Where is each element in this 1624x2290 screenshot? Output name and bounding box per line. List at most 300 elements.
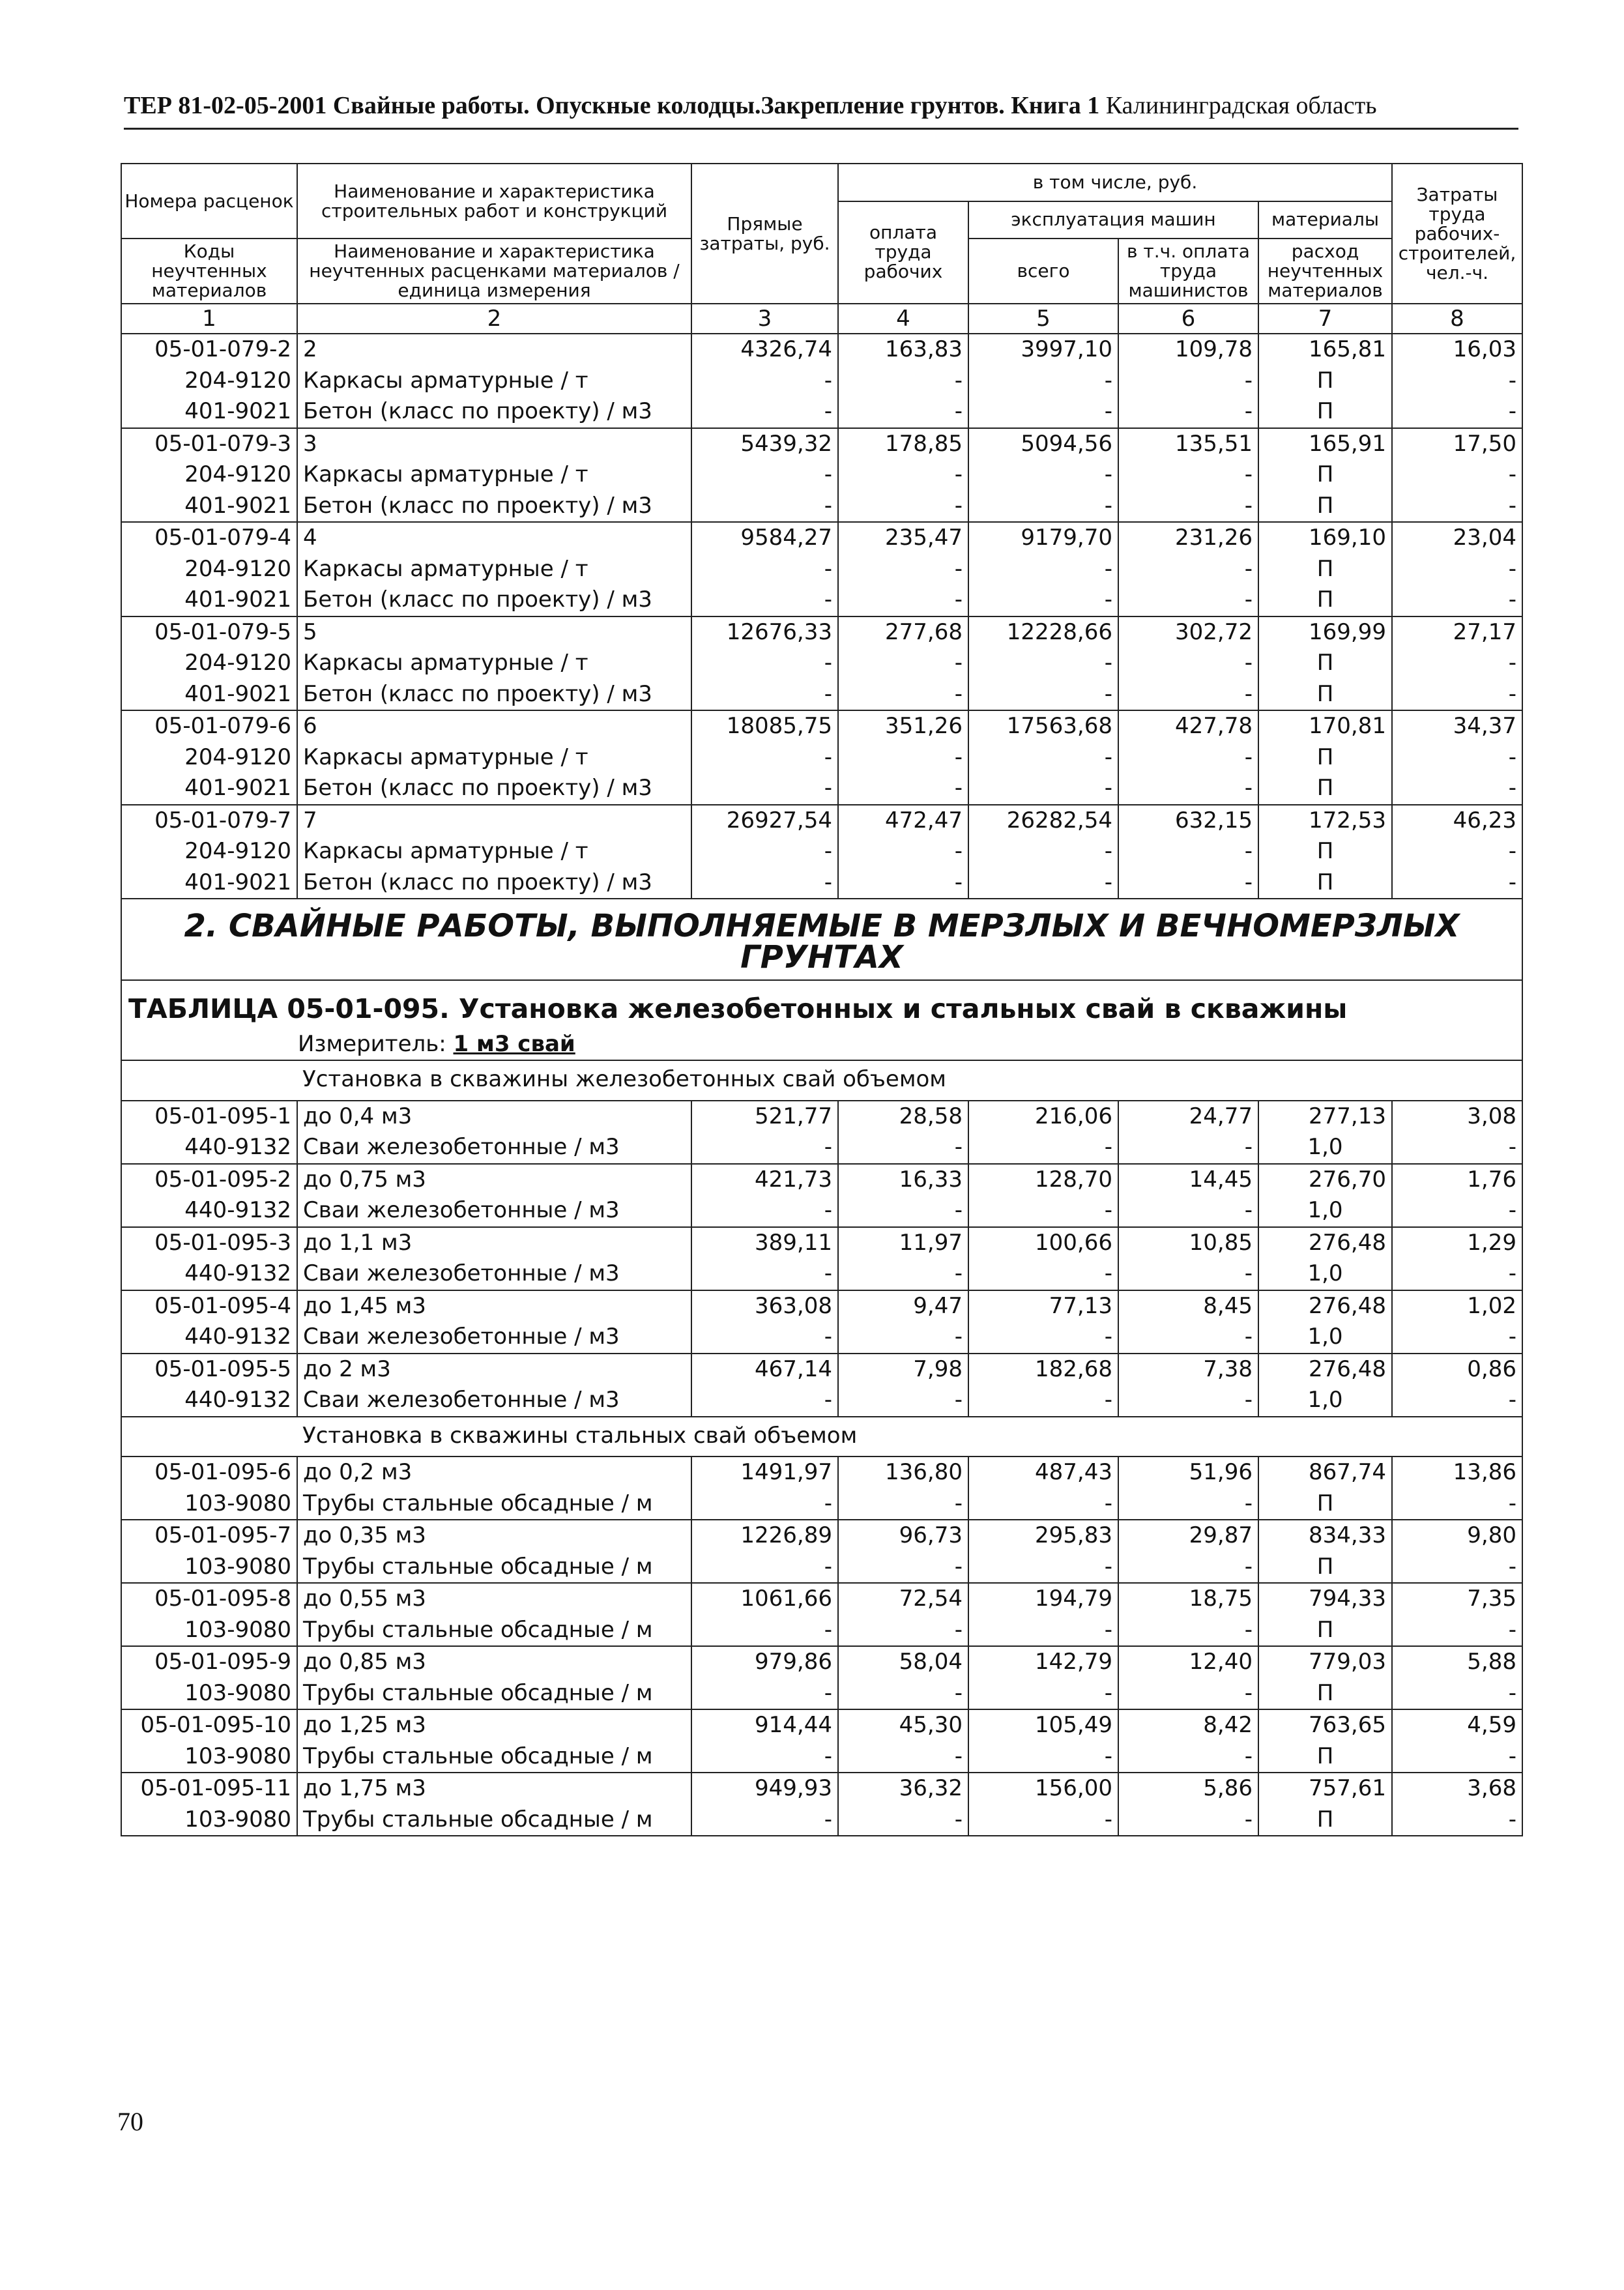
machines-total: 5094,56 <box>968 428 1118 460</box>
rate-code: 05-01-079-3 <box>121 428 297 460</box>
direct-costs: - <box>691 1258 838 1290</box>
worker-pay: 9,47 <box>838 1290 968 1322</box>
operator-pay: - <box>1118 459 1258 491</box>
rate-code: 204-9120 <box>121 742 297 774</box>
work-name: до 0,35 м3 <box>297 1520 691 1552</box>
work-name: Трубы стальные обсадные / м <box>297 1804 691 1836</box>
work-name: Бетон (класс по проекту) / м3 <box>297 491 691 523</box>
machines-total: - <box>968 1195 1118 1227</box>
rate-row <box>121 710 1522 742</box>
materials: П <box>1258 1552 1392 1584</box>
operator-pay: 302,72 <box>1118 616 1258 648</box>
rate-row <box>121 1773 1522 1804</box>
labor-costs: - <box>1392 1804 1522 1836</box>
operator-pay: - <box>1118 1678 1258 1710</box>
rate-row <box>121 1101 1522 1133</box>
materials: П <box>1258 396 1392 428</box>
direct-costs: - <box>691 1552 838 1584</box>
operator-pay: 427,78 <box>1118 710 1258 742</box>
worker-pay: 36,32 <box>838 1773 968 1804</box>
material-row <box>121 679 1522 711</box>
rates-table <box>121 163 1523 1836</box>
machines-total: - <box>968 554 1118 585</box>
material-row <box>121 867 1522 899</box>
rate-code: 401-9021 <box>121 867 297 899</box>
rate-code: 401-9021 <box>121 585 297 616</box>
materials: П <box>1258 836 1392 867</box>
material-row <box>121 585 1522 616</box>
column-number: 1 <box>121 304 297 334</box>
materials: 779,03 <box>1258 1646 1392 1678</box>
column-number-row <box>121 304 1522 334</box>
direct-costs: - <box>691 1678 838 1710</box>
subhead-text: Установка в скважины стальных свай объемом <box>297 1417 1522 1457</box>
worker-pay: - <box>838 1258 968 1290</box>
machines-total: - <box>968 1615 1118 1647</box>
labor-costs: 3,68 <box>1392 1773 1522 1804</box>
materials: 276,70 <box>1258 1164 1392 1196</box>
work-name: 3 <box>297 428 691 460</box>
machines-total: 12228,66 <box>968 616 1118 648</box>
materials: 172,53 <box>1258 805 1392 837</box>
machines-total: 100,66 <box>968 1227 1118 1259</box>
work-name: Каркасы арматурные / т <box>297 366 691 397</box>
worker-pay: - <box>838 836 968 867</box>
machines-total: 26282,54 <box>968 805 1118 837</box>
materials: 165,91 <box>1258 428 1392 460</box>
operator-pay: - <box>1118 585 1258 616</box>
machines-total: 105,49 <box>968 1709 1118 1741</box>
work-name: Сваи железобетонные / м3 <box>297 1385 691 1417</box>
worker-pay: - <box>838 1678 968 1710</box>
worker-pay: 163,83 <box>838 334 968 366</box>
measure-label: Измеритель: <box>298 1030 446 1057</box>
column-number: 4 <box>838 304 968 334</box>
direct-costs: 9584,27 <box>691 522 838 554</box>
materials: 1,0 <box>1258 1132 1392 1164</box>
materials: П <box>1258 1741 1392 1773</box>
direct-costs: 5439,32 <box>691 428 838 460</box>
rate-code: 204-9120 <box>121 648 297 679</box>
machines-total: 17563,68 <box>968 710 1118 742</box>
material-row <box>121 1615 1522 1647</box>
work-name: Сваи железобетонные / м3 <box>297 1258 691 1290</box>
labor-costs: - <box>1392 648 1522 679</box>
materials: 165,81 <box>1258 334 1392 366</box>
worker-pay: - <box>838 396 968 428</box>
worker-pay: - <box>838 491 968 523</box>
rate-code: 103-9080 <box>121 1741 297 1773</box>
machines-total: 9179,70 <box>968 522 1118 554</box>
direct-costs: 1226,89 <box>691 1520 838 1552</box>
rate-code: 05-01-095-1 <box>121 1101 297 1133</box>
operator-pay: - <box>1118 396 1258 428</box>
work-name: Сваи железобетонные / м3 <box>297 1322 691 1354</box>
operator-pay: 109,78 <box>1118 334 1258 366</box>
rate-code: 103-9080 <box>121 1678 297 1710</box>
labor-costs: 1,29 <box>1392 1227 1522 1259</box>
measure-row <box>121 1029 1522 1061</box>
operator-pay: - <box>1118 1552 1258 1584</box>
rate-code: 05-01-079-5 <box>121 616 297 648</box>
rate-code: 401-9021 <box>121 491 297 523</box>
direct-costs: - <box>691 491 838 523</box>
operator-pay: 12,40 <box>1118 1646 1258 1678</box>
materials: 170,81 <box>1258 710 1392 742</box>
rate-row <box>121 428 1522 460</box>
work-name: Трубы стальные обсадные / м <box>297 1678 691 1710</box>
operator-pay: 632,15 <box>1118 805 1258 837</box>
operator-pay: - <box>1118 1615 1258 1647</box>
labor-costs: - <box>1392 1322 1522 1354</box>
labor-costs: - <box>1392 459 1522 491</box>
rate-code: 103-9080 <box>121 1804 297 1836</box>
worker-pay: 178,85 <box>838 428 968 460</box>
head-row-1 <box>121 164 1522 201</box>
rate-code: 05-01-095-5 <box>121 1354 297 1385</box>
rate-row <box>121 1227 1522 1259</box>
material-row <box>121 1741 1522 1773</box>
direct-costs: - <box>691 1322 838 1354</box>
work-name: 7 <box>297 805 691 837</box>
direct-costs: - <box>691 366 838 397</box>
worker-pay: - <box>838 1195 968 1227</box>
page-number: 70 <box>117 2107 143 2136</box>
work-name: до 1,25 м3 <box>297 1709 691 1741</box>
head-machines: эксплуатация машин <box>968 201 1258 239</box>
header-region: Калининградская область <box>1105 92 1377 119</box>
materials: 794,33 <box>1258 1583 1392 1615</box>
materials: П <box>1258 1615 1392 1647</box>
labor-costs: - <box>1392 836 1522 867</box>
head-machines-total: всего <box>968 239 1118 304</box>
material-row <box>121 1385 1522 1417</box>
direct-costs: - <box>691 867 838 899</box>
worker-pay: - <box>838 366 968 397</box>
operator-pay: - <box>1118 648 1258 679</box>
machines-total: - <box>968 1678 1118 1710</box>
operator-pay: - <box>1118 1804 1258 1836</box>
head-materials: материалы <box>1258 201 1392 239</box>
rate-row <box>121 805 1522 837</box>
direct-costs: - <box>691 1741 838 1773</box>
direct-costs: 1491,97 <box>691 1457 838 1488</box>
operator-pay: - <box>1118 1195 1258 1227</box>
work-name: до 1,1 м3 <box>297 1227 691 1259</box>
worker-pay: 72,54 <box>838 1583 968 1615</box>
machines-total: 295,83 <box>968 1520 1118 1552</box>
rate-code: 05-01-095-9 <box>121 1646 297 1678</box>
subhead-row <box>121 1417 1522 1457</box>
work-name: до 1,45 м3 <box>297 1290 691 1322</box>
materials: П <box>1258 1678 1392 1710</box>
rate-row <box>121 616 1522 648</box>
rate-code: 05-01-095-7 <box>121 1520 297 1552</box>
labor-costs: - <box>1392 491 1522 523</box>
material-row <box>121 491 1522 523</box>
worker-pay: - <box>838 1488 968 1520</box>
work-name: Трубы стальные обсадные / м <box>297 1615 691 1647</box>
labor-costs: - <box>1392 1615 1522 1647</box>
column-number: 8 <box>1392 304 1522 334</box>
labor-costs: 7,35 <box>1392 1583 1522 1615</box>
labor-costs: 0,86 <box>1392 1354 1522 1385</box>
work-name: Каркасы арматурные / т <box>297 554 691 585</box>
direct-costs: - <box>691 554 838 585</box>
direct-costs: - <box>691 459 838 491</box>
head-rate-numbers: Номера расценок <box>121 164 297 239</box>
column-number: 5 <box>968 304 1118 334</box>
direct-costs: 521,77 <box>691 1101 838 1133</box>
worker-pay: - <box>838 1322 968 1354</box>
direct-costs: 12676,33 <box>691 616 838 648</box>
work-name: до 0,85 м3 <box>297 1646 691 1678</box>
materials: П <box>1258 679 1392 711</box>
machines-total: - <box>968 585 1118 616</box>
operator-pay: - <box>1118 1322 1258 1354</box>
material-row <box>121 554 1522 585</box>
work-name: Бетон (класс по проекту) / м3 <box>297 585 691 616</box>
work-name: 6 <box>297 710 691 742</box>
rate-row <box>121 334 1522 366</box>
operator-pay: - <box>1118 1132 1258 1164</box>
work-name: Каркасы арматурные / т <box>297 836 691 867</box>
worker-pay: 28,58 <box>838 1101 968 1133</box>
direct-costs: - <box>691 679 838 711</box>
operator-pay: 135,51 <box>1118 428 1258 460</box>
rate-code: 440-9132 <box>121 1132 297 1164</box>
materials: П <box>1258 773 1392 805</box>
direct-costs: 18085,75 <box>691 710 838 742</box>
work-name: 4 <box>297 522 691 554</box>
direct-costs: - <box>691 1195 838 1227</box>
work-name: Сваи железобетонные / м3 <box>297 1132 691 1164</box>
head-material-consumption: расход неучтенных материалов <box>1258 239 1392 304</box>
work-name: Бетон (класс по проекту) / м3 <box>297 773 691 805</box>
worker-pay: 11,97 <box>838 1227 968 1259</box>
work-name: Трубы стальные обсадные / м <box>297 1741 691 1773</box>
column-number: 2 <box>297 304 691 334</box>
head-operator-pay: в т.ч. оплата труда машинистов <box>1118 239 1258 304</box>
materials: 276,48 <box>1258 1354 1392 1385</box>
machines-total: - <box>968 1552 1118 1584</box>
measure <box>121 1029 1522 1061</box>
rate-row <box>121 1709 1522 1741</box>
rate-row <box>121 1583 1522 1615</box>
materials: 169,99 <box>1258 616 1392 648</box>
column-number: 7 <box>1258 304 1392 334</box>
work-name: до 0,55 м3 <box>297 1583 691 1615</box>
operator-pay: - <box>1118 554 1258 585</box>
worker-pay: - <box>838 742 968 774</box>
materials: П <box>1258 1804 1392 1836</box>
material-row <box>121 1258 1522 1290</box>
worker-pay: 16,33 <box>838 1164 968 1196</box>
labor-costs: - <box>1392 396 1522 428</box>
materials: 763,65 <box>1258 1709 1392 1741</box>
worker-pay: 7,98 <box>838 1354 968 1385</box>
work-name: 5 <box>297 616 691 648</box>
material-row <box>121 1804 1522 1836</box>
machines-total: - <box>968 773 1118 805</box>
rate-code: 204-9120 <box>121 554 297 585</box>
rate-code: 103-9080 <box>121 1615 297 1647</box>
direct-costs: - <box>691 742 838 774</box>
work-name: Трубы стальные обсадные / м <box>297 1488 691 1520</box>
direct-costs: - <box>691 1488 838 1520</box>
rate-code: 05-01-095-8 <box>121 1583 297 1615</box>
operator-pay: 51,96 <box>1118 1457 1258 1488</box>
worker-pay: - <box>838 1615 968 1647</box>
direct-costs: - <box>691 396 838 428</box>
materials: 1,0 <box>1258 1322 1392 1354</box>
operator-pay: - <box>1118 1385 1258 1417</box>
machines-total: - <box>968 742 1118 774</box>
material-row <box>121 366 1522 397</box>
labor-costs: - <box>1392 366 1522 397</box>
material-row <box>121 836 1522 867</box>
labor-costs: - <box>1392 742 1522 774</box>
direct-costs: 949,93 <box>691 1773 838 1804</box>
rate-row <box>121 1520 1522 1552</box>
work-name: до 0,2 м3 <box>297 1457 691 1488</box>
work-name: до 1,75 м3 <box>297 1773 691 1804</box>
labor-costs: - <box>1392 1488 1522 1520</box>
labor-costs: - <box>1392 1258 1522 1290</box>
operator-pay: - <box>1118 773 1258 805</box>
labor-costs: 9,80 <box>1392 1520 1522 1552</box>
labor-costs: - <box>1392 1678 1522 1710</box>
work-name: Бетон (класс по проекту) / м3 <box>297 396 691 428</box>
measure-value: 1 м3 свай <box>453 1030 575 1057</box>
operator-pay: 10,85 <box>1118 1227 1258 1259</box>
worker-pay: - <box>838 773 968 805</box>
machines-total: - <box>968 1488 1118 1520</box>
direct-costs: - <box>691 648 838 679</box>
materials: 1,0 <box>1258 1195 1392 1227</box>
rate-code: 05-01-079-7 <box>121 805 297 837</box>
worker-pay: - <box>838 1132 968 1164</box>
worker-pay: 136,80 <box>838 1457 968 1488</box>
operator-pay: 231,26 <box>1118 522 1258 554</box>
rate-row <box>121 1457 1522 1488</box>
machines-total: 216,06 <box>968 1101 1118 1133</box>
machines-total: - <box>968 1132 1118 1164</box>
labor-costs: - <box>1392 679 1522 711</box>
labor-costs: 4,59 <box>1392 1709 1522 1741</box>
machines-total: - <box>968 1804 1118 1836</box>
worker-pay: 277,68 <box>838 616 968 648</box>
labor-costs: - <box>1392 1741 1522 1773</box>
head-material-codes: Коды неучтенных материалов <box>121 239 297 304</box>
machines-total: - <box>968 648 1118 679</box>
direct-costs: - <box>691 836 838 867</box>
section-title-row <box>121 899 1522 980</box>
material-row <box>121 1195 1522 1227</box>
worker-pay: - <box>838 1385 968 1417</box>
materials: П <box>1258 1488 1392 1520</box>
machines-total: - <box>968 1741 1118 1773</box>
rate-code: 05-01-079-6 <box>121 710 297 742</box>
rate-code: 440-9132 <box>121 1195 297 1227</box>
material-row <box>121 648 1522 679</box>
labor-costs: 23,04 <box>1392 522 1522 554</box>
rate-code: 401-9021 <box>121 679 297 711</box>
materials: П <box>1258 459 1392 491</box>
material-row <box>121 1132 1522 1164</box>
machines-total: 128,70 <box>968 1164 1118 1196</box>
operator-pay: - <box>1118 491 1258 523</box>
operator-pay: - <box>1118 366 1258 397</box>
operator-pay: 24,77 <box>1118 1101 1258 1133</box>
machines-total: - <box>968 867 1118 899</box>
direct-costs: 467,14 <box>691 1354 838 1385</box>
labor-costs: - <box>1392 1195 1522 1227</box>
materials: 277,13 <box>1258 1101 1392 1133</box>
material-row <box>121 1322 1522 1354</box>
rate-code: 05-01-079-4 <box>121 522 297 554</box>
machines-total: 77,13 <box>968 1290 1118 1322</box>
rate-code: 05-01-095-6 <box>121 1457 297 1488</box>
subhead-empty <box>121 1417 297 1457</box>
material-row <box>121 459 1522 491</box>
head-material-name: Наименование и характеристика неучтенных расценками материалов / единица измерения <box>297 239 691 304</box>
labor-costs: 3,08 <box>1392 1101 1522 1133</box>
work-name: Бетон (класс по проекту) / м3 <box>297 679 691 711</box>
work-name: до 2 м3 <box>297 1354 691 1385</box>
head-work-name: Наименование и характеристика строительных работ и конструкций <box>297 164 691 239</box>
direct-costs: 26927,54 <box>691 805 838 837</box>
materials: 834,33 <box>1258 1520 1392 1552</box>
worker-pay: - <box>838 679 968 711</box>
subhead-row <box>121 1060 1522 1101</box>
materials: П <box>1258 366 1392 397</box>
labor-costs: - <box>1392 554 1522 585</box>
machines-total: - <box>968 396 1118 428</box>
header-rule <box>124 128 1518 130</box>
header-title: ТЕР 81-02-05-2001 Свайные работы. Опускные колодцы.Закрепление грунтов. Книга 1 <box>124 92 1100 119</box>
column-number: 3 <box>691 304 838 334</box>
materials: 276,48 <box>1258 1290 1392 1322</box>
labor-costs: 16,03 <box>1392 334 1522 366</box>
operator-pay: 7,38 <box>1118 1354 1258 1385</box>
labor-costs: 46,23 <box>1392 805 1522 837</box>
labor-costs: 1,02 <box>1392 1290 1522 1322</box>
section-title: 2. СВАЙНЫЕ РАБОТЫ, ВЫПОЛНЯЕМЫЕ В МЕРЗЛЫХ И ВЕЧНОМЕРЗЛЫХ ГРУНТАХ <box>121 899 1522 980</box>
rate-row <box>121 1354 1522 1385</box>
labor-costs: - <box>1392 1552 1522 1584</box>
machines-total: 194,79 <box>968 1583 1118 1615</box>
operator-pay: - <box>1118 679 1258 711</box>
materials: 1,0 <box>1258 1258 1392 1290</box>
materials: П <box>1258 585 1392 616</box>
materials: П <box>1258 491 1392 523</box>
operator-pay: 29,87 <box>1118 1520 1258 1552</box>
labor-costs: 17,50 <box>1392 428 1522 460</box>
work-name: до 0,4 м3 <box>297 1101 691 1133</box>
rate-code: 05-01-079-2 <box>121 334 297 366</box>
work-name: Бетон (класс по проекту) / м3 <box>297 867 691 899</box>
material-row <box>121 1678 1522 1710</box>
material-row <box>121 742 1522 774</box>
rate-code: 05-01-095-3 <box>121 1227 297 1259</box>
rate-row <box>121 1646 1522 1678</box>
rate-code: 05-01-095-11 <box>121 1773 297 1804</box>
labor-costs: 27,17 <box>1392 616 1522 648</box>
worker-pay: 58,04 <box>838 1646 968 1678</box>
machines-total: - <box>968 836 1118 867</box>
worker-pay: - <box>838 459 968 491</box>
